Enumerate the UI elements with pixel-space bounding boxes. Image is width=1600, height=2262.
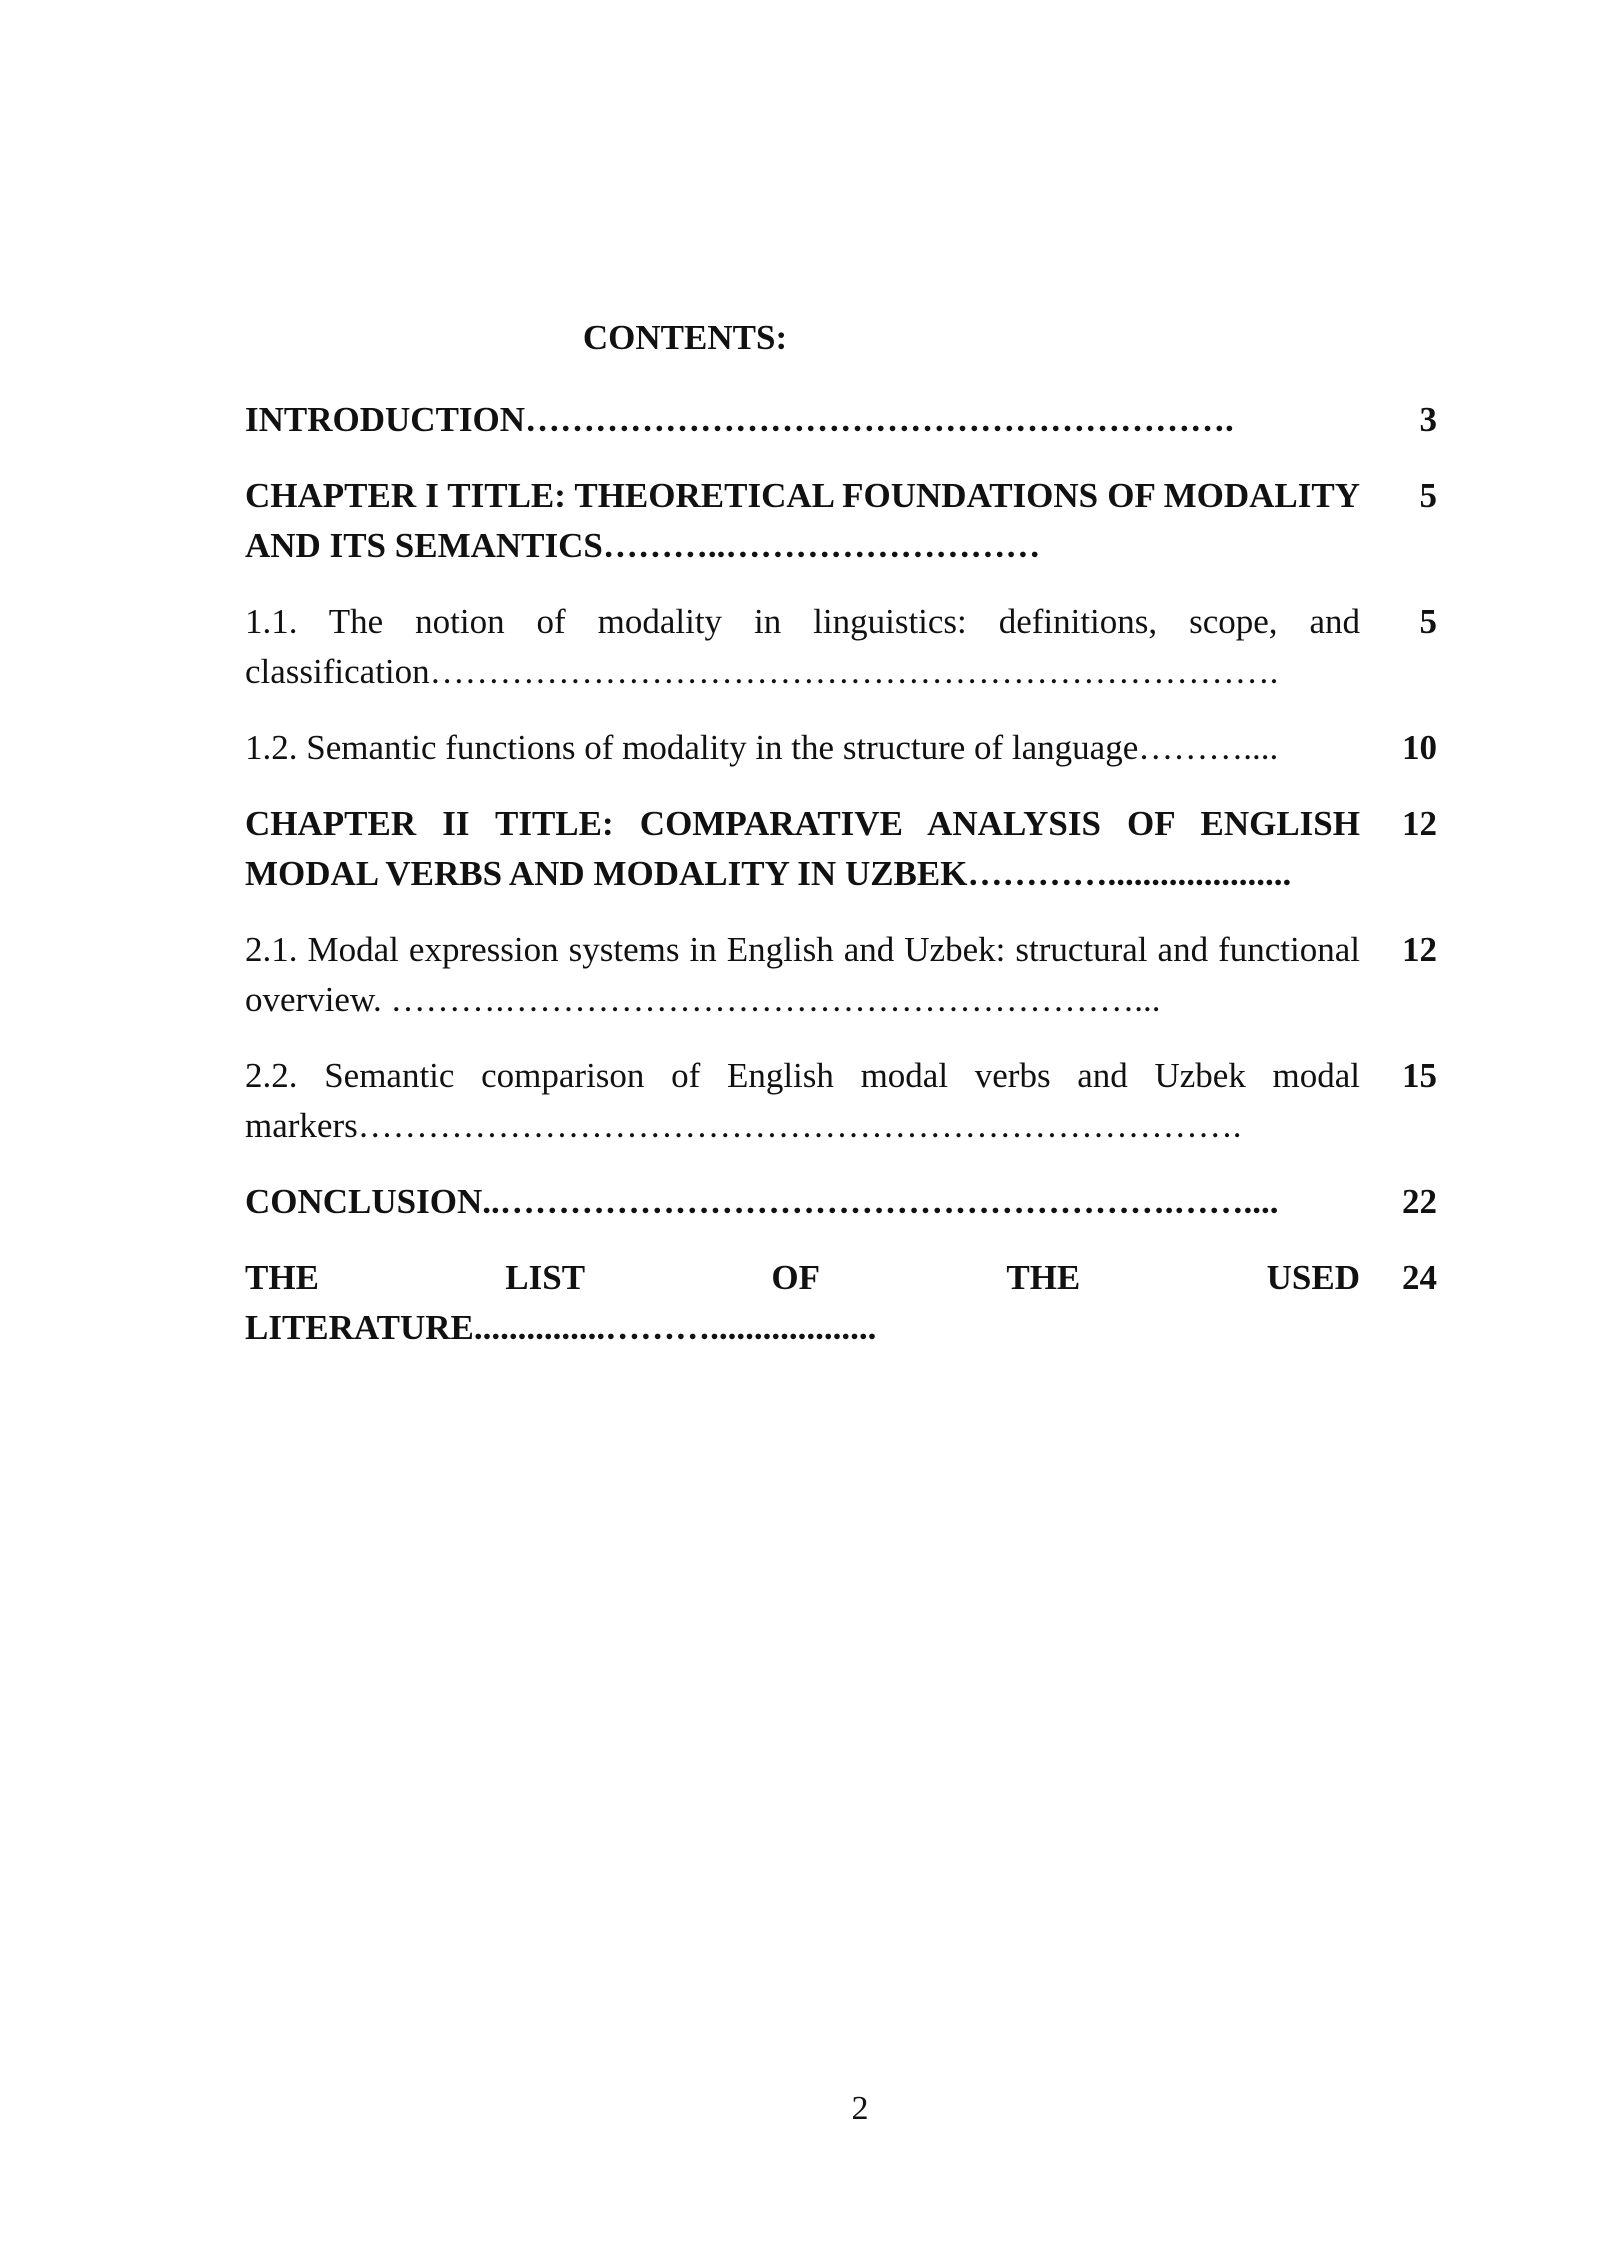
toc-entry-text: INTRODUCTION……………………………………………………. <box>245 400 1234 439</box>
toc-entry-chapter-2[interactable] <box>245 799 1445 899</box>
toc-entry-text: 2.2. Semantic comparison of English modal verbs and Uzbek modal markers…………………………………………………………………. <box>245 1056 1360 1145</box>
toc-entry-chapter-1[interactable] <box>245 471 1445 571</box>
literature-word: LIST <box>505 1258 586 1297</box>
toc-entry-page: 15 <box>1402 1056 1437 1095</box>
toc-entry-introduction[interactable] <box>245 395 1445 445</box>
toc-entry-text: CHAPTER II TITLE: COMPARATIVE ANALYSIS OF ENGLISH MODAL VERBS AND MODALITY IN UZBEK…………..................... <box>245 804 1360 893</box>
page-number: 2 <box>851 2090 869 2127</box>
toc-entry-section-1-2[interactable] <box>245 723 1445 773</box>
toc-entry-text: CHAPTER I TITLE: THEORETICAL FOUNDATIONS OF MODALITY AND ITS SEMANTICS………..……………………… <box>245 476 1360 565</box>
toc-entry-page: 5 <box>1419 602 1437 641</box>
literature-title-line <box>245 1253 1360 1303</box>
toc-entry-page: 3 <box>1419 400 1437 439</box>
toc-entry-page: 12 <box>1402 804 1437 843</box>
literature-word: THE <box>245 1258 319 1297</box>
toc-entry-page: 12 <box>1402 930 1437 969</box>
toc-heading: CONTENTS: <box>582 318 788 357</box>
toc-entry-text: 1.2. Semantic functions of modality in the structure of language……….... <box>245 728 1279 767</box>
toc-entry-text <box>245 1253 1360 1353</box>
toc-entry-page: 5 <box>1419 476 1437 515</box>
toc-entry-section-1-1[interactable] <box>245 597 1445 697</box>
toc-entry-page: 24 <box>1402 1258 1437 1297</box>
toc-entry-literature[interactable] <box>245 1253 1445 1353</box>
toc-entry-text: 2.1. Modal expression systems in English and Uzbek: structural and functional overview. ……….………………………………………………... <box>245 930 1360 1019</box>
literature-title-line-2: LITERATURE...............………................... <box>245 1308 877 1347</box>
literature-word: USED <box>1266 1258 1360 1297</box>
literature-word: OF <box>771 1258 820 1297</box>
toc-entry-section-2-2[interactable] <box>245 1051 1445 1151</box>
literature-word: THE <box>1006 1258 1081 1297</box>
toc-entry-conclusion[interactable] <box>245 1177 1445 1227</box>
toc-entry-page: 22 <box>1402 1182 1437 1221</box>
table-of-contents <box>245 395 1445 1379</box>
toc-entry-text: CONCLUSION..………………………………………………….…….... <box>245 1182 1279 1221</box>
toc-entry-page: 10 <box>1402 728 1437 767</box>
toc-entry-text: 1.1. The notion of modality in linguistics: definitions, scope, and classification………………………………………………………………. <box>245 602 1360 691</box>
toc-entry-section-2-1[interactable] <box>245 925 1445 1025</box>
